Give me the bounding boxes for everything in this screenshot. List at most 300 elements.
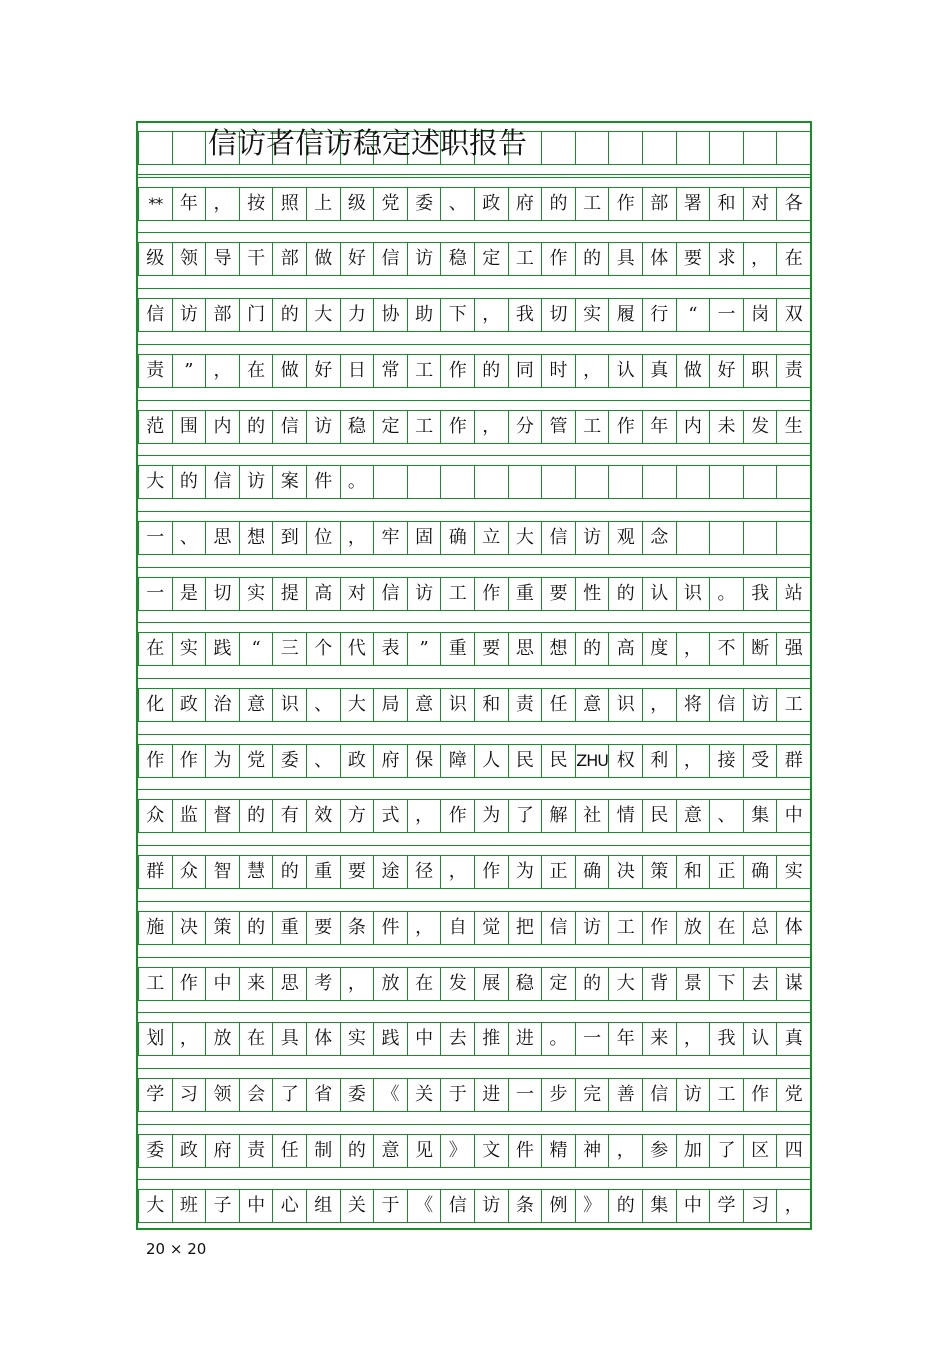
grid-cell: ** bbox=[138, 187, 173, 221]
grid-cell: 利 bbox=[642, 744, 677, 778]
grid-cell: 信 bbox=[373, 577, 408, 611]
grid-cell: 想 bbox=[541, 632, 576, 666]
grid-cell: 要 bbox=[474, 632, 509, 666]
grid-cell: 内 bbox=[205, 410, 240, 444]
grid-cell: ， bbox=[340, 967, 375, 1001]
grid-cell: 要 bbox=[676, 242, 711, 276]
text-row bbox=[138, 967, 810, 1001]
grid-cell: 府 bbox=[205, 1134, 240, 1168]
grid-cell: 案 bbox=[272, 465, 307, 499]
grid-cell: 和 bbox=[474, 688, 509, 722]
text-row bbox=[138, 577, 810, 611]
grid-cell bbox=[474, 465, 509, 499]
grid-cell bbox=[709, 521, 744, 555]
grid-cell: 党 bbox=[373, 187, 408, 221]
grid-cell: 提 bbox=[272, 577, 307, 611]
grid-cell: 的 bbox=[541, 187, 576, 221]
grid-cell: 工 bbox=[138, 967, 173, 1001]
grid-cell: 作 bbox=[474, 855, 509, 889]
grid-cell: 发 bbox=[440, 967, 475, 1001]
grid-cell: 工 bbox=[608, 911, 643, 945]
grid-cell: 一 bbox=[138, 577, 173, 611]
grid-cell: 下 bbox=[440, 298, 475, 332]
grid-cell bbox=[575, 131, 610, 165]
grid-cell: 作 bbox=[440, 410, 475, 444]
grid-cell: 识 bbox=[440, 688, 475, 722]
grid-cell bbox=[776, 131, 811, 165]
grid-cell: 作 bbox=[642, 911, 677, 945]
grid-cell: 信 bbox=[440, 1189, 475, 1223]
grid-cell: 善 bbox=[608, 1078, 643, 1112]
grid-cell: 切 bbox=[205, 577, 240, 611]
grid-cell: 在 bbox=[709, 911, 744, 945]
grid-cell: 解 bbox=[541, 799, 576, 833]
grid-cell: 工 bbox=[440, 577, 475, 611]
grid-cell: 访 bbox=[239, 465, 274, 499]
row-separator bbox=[138, 789, 810, 790]
grid-cell: 切 bbox=[541, 298, 576, 332]
grid-cell: 级 bbox=[340, 187, 375, 221]
grid-cell: 要 bbox=[541, 577, 576, 611]
grid-cell: 推 bbox=[474, 1022, 509, 1056]
grid-cell bbox=[508, 465, 543, 499]
grid-cell: 》 bbox=[575, 1189, 610, 1223]
grid-cell: 断 bbox=[743, 632, 778, 666]
grid-cell: 双 bbox=[776, 298, 811, 332]
grid-cell: 了 bbox=[272, 1078, 307, 1112]
grid-cell: 子 bbox=[205, 1189, 240, 1223]
grid-cell: 信 bbox=[709, 688, 744, 722]
grid-cell: 意 bbox=[239, 688, 274, 722]
grid-cell: 信 bbox=[138, 298, 173, 332]
grid-cell bbox=[541, 131, 576, 165]
grid-cell: 行 bbox=[642, 298, 677, 332]
grid-cell: 《 bbox=[373, 1078, 408, 1112]
grid-cell: 众 bbox=[172, 855, 207, 889]
text-row bbox=[138, 744, 810, 778]
grid-cell: 了 bbox=[709, 1134, 744, 1168]
grid-cell: 责 bbox=[508, 688, 543, 722]
grid-cell: 放 bbox=[205, 1022, 240, 1056]
grid-cell: 民 bbox=[642, 799, 677, 833]
grid-cell: 年 bbox=[172, 187, 207, 221]
grid-cell: 思 bbox=[205, 521, 240, 555]
grid-cell: 定 bbox=[541, 967, 576, 1001]
grid-cell: ， bbox=[340, 521, 375, 555]
grid-cell: 策 bbox=[205, 911, 240, 945]
grid-cell: 一 bbox=[508, 1078, 543, 1112]
grid-cell: 区 bbox=[743, 1134, 778, 1168]
grid-cell: 背 bbox=[642, 967, 677, 1001]
grid-cell: 智 bbox=[205, 855, 240, 889]
grid-cell: 府 bbox=[373, 744, 408, 778]
grid-cell: 在 bbox=[776, 242, 811, 276]
grid-cell: 对 bbox=[340, 577, 375, 611]
grid-cell: 念 bbox=[642, 521, 677, 555]
grid-cell: 和 bbox=[676, 855, 711, 889]
grid-cell: 助 bbox=[407, 298, 442, 332]
grid-cell: 个 bbox=[306, 632, 341, 666]
grid-cell: 人 bbox=[474, 744, 509, 778]
grid-cell: 责 bbox=[138, 354, 173, 388]
grid-cell: 学 bbox=[138, 1078, 173, 1112]
grid-cell: ， bbox=[575, 354, 610, 388]
grid-cell: “ bbox=[676, 298, 711, 332]
grid-cell: ， bbox=[676, 632, 711, 666]
grid-cell: 照 bbox=[272, 187, 307, 221]
grid-cell: 做 bbox=[272, 354, 307, 388]
grid-cell: ” bbox=[172, 354, 207, 388]
grid-cell: 景 bbox=[676, 967, 711, 1001]
grid-cell: 识 bbox=[608, 688, 643, 722]
grid-cell: 级 bbox=[138, 242, 173, 276]
grid-cell: 部 bbox=[272, 242, 307, 276]
grid-cell: 制 bbox=[306, 1134, 341, 1168]
grid-cell: 访 bbox=[575, 911, 610, 945]
grid-cell: 大 bbox=[306, 298, 341, 332]
grid-cell: 政 bbox=[340, 744, 375, 778]
grid-cell: 访 bbox=[474, 1189, 509, 1223]
grid-cell: 访 bbox=[407, 577, 442, 611]
grid-cell: 识 bbox=[272, 688, 307, 722]
grid-cell: 实 bbox=[172, 632, 207, 666]
grid-cell: 来 bbox=[642, 1022, 677, 1056]
grid-cell: 集 bbox=[642, 1189, 677, 1223]
grid-cell: 工 bbox=[407, 354, 442, 388]
grid-cell: 作 bbox=[474, 577, 509, 611]
grid-cell: 日 bbox=[340, 354, 375, 388]
grid-cell: 关 bbox=[340, 1189, 375, 1223]
grid-cell: ， bbox=[642, 688, 677, 722]
grid-cell: 重 bbox=[272, 911, 307, 945]
grid-cell: 体 bbox=[306, 1022, 341, 1056]
grid-cell: 思 bbox=[272, 967, 307, 1001]
grid-cell: ， bbox=[676, 1022, 711, 1056]
grid-cell: 中 bbox=[407, 1022, 442, 1056]
grid-cell: 做 bbox=[676, 354, 711, 388]
grid-cell: 方 bbox=[340, 799, 375, 833]
grid-cell: 生 bbox=[776, 410, 811, 444]
grid-cell: 于 bbox=[373, 1189, 408, 1223]
grid-cell: 导 bbox=[205, 242, 240, 276]
text-row bbox=[138, 1189, 810, 1223]
grid-cell: 实 bbox=[776, 855, 811, 889]
grid-cell: 省 bbox=[306, 1078, 341, 1112]
grid-cell: 岗 bbox=[743, 298, 778, 332]
grid-cell: 围 bbox=[172, 410, 207, 444]
grid-cell: 文 bbox=[474, 1134, 509, 1168]
grid-cell: 重 bbox=[508, 577, 543, 611]
grid-cell: 加 bbox=[676, 1134, 711, 1168]
grid-cell: 立 bbox=[474, 521, 509, 555]
grid-cell: 精 bbox=[541, 1134, 576, 1168]
row-separator bbox=[138, 845, 810, 846]
grid-cell: 的 bbox=[340, 1134, 375, 1168]
text-row bbox=[138, 632, 810, 666]
grid-cell: 访 bbox=[172, 298, 207, 332]
grid-cell: 学 bbox=[709, 1189, 744, 1223]
grid-cell: 社 bbox=[575, 799, 610, 833]
grid-cell: 固 bbox=[407, 521, 442, 555]
grid-cell: 督 bbox=[205, 799, 240, 833]
grid-cell: ， bbox=[407, 911, 442, 945]
grid-cell: 分 bbox=[508, 410, 543, 444]
grid-cell: 实 bbox=[239, 577, 274, 611]
grid-cell: 有 bbox=[272, 799, 307, 833]
grid-cell bbox=[172, 131, 207, 165]
grid-cell: 总 bbox=[743, 911, 778, 945]
grid-cell: 展 bbox=[474, 967, 509, 1001]
grid-cell: 我 bbox=[743, 577, 778, 611]
grid-cell: 的 bbox=[272, 855, 307, 889]
grid-cell: 大 bbox=[340, 688, 375, 722]
grid-cell: 按 bbox=[239, 187, 274, 221]
grid-cell: 一 bbox=[575, 1022, 610, 1056]
grid-cell: 进 bbox=[474, 1078, 509, 1112]
grid-cell: 认 bbox=[642, 577, 677, 611]
grid-cell: 做 bbox=[306, 242, 341, 276]
grid-cell: 信 bbox=[272, 410, 307, 444]
grid-cell: 各 bbox=[776, 187, 811, 221]
grid-cell: 下 bbox=[709, 967, 744, 1001]
row-separator bbox=[138, 901, 810, 902]
grid-cell: 信 bbox=[642, 1078, 677, 1112]
grid-cell: 式 bbox=[373, 799, 408, 833]
row-separator bbox=[138, 511, 810, 512]
row-separator bbox=[138, 400, 810, 401]
grid-cell: 的 bbox=[172, 465, 207, 499]
grid-cell: 领 bbox=[205, 1078, 240, 1112]
grid-cell: 我 bbox=[508, 298, 543, 332]
grid-cell: 去 bbox=[440, 1022, 475, 1056]
grid-cell: 径 bbox=[407, 855, 442, 889]
grid-cell: 好 bbox=[709, 354, 744, 388]
grid-cell: ZHU bbox=[575, 744, 610, 778]
grid-cell: 作 bbox=[743, 1078, 778, 1112]
grid-cell: 保 bbox=[407, 744, 442, 778]
grid-cell: 作 bbox=[138, 744, 173, 778]
grid-cell: 我 bbox=[709, 1022, 744, 1056]
grid-cell: 班 bbox=[172, 1189, 207, 1223]
grid-cell: 。 bbox=[340, 465, 375, 499]
grid-cell: 署 bbox=[676, 187, 711, 221]
grid-cell: 途 bbox=[373, 855, 408, 889]
grid-cell: 的 bbox=[239, 410, 274, 444]
grid-cell bbox=[138, 131, 173, 165]
grid-cell: 众 bbox=[138, 799, 173, 833]
grid-cell: 的 bbox=[608, 577, 643, 611]
grid-cell: 作 bbox=[608, 410, 643, 444]
row-separator bbox=[138, 232, 810, 233]
grid-cell: 来 bbox=[239, 967, 274, 1001]
grid-cell: 党 bbox=[239, 744, 274, 778]
grid-cell: 具 bbox=[608, 242, 643, 276]
grid-cell: 》 bbox=[440, 1134, 475, 1168]
grid-cell: 正 bbox=[709, 855, 744, 889]
grid-cell: 为 bbox=[205, 744, 240, 778]
grid-cell: ， bbox=[776, 1189, 811, 1223]
grid-cell: 了 bbox=[508, 799, 543, 833]
grid-cell: ， bbox=[205, 354, 240, 388]
grid-cell: 确 bbox=[575, 855, 610, 889]
grid-cell: 慧 bbox=[239, 855, 274, 889]
grid-cell: 实 bbox=[340, 1022, 375, 1056]
grid-cell: 位 bbox=[306, 521, 341, 555]
text-row bbox=[138, 688, 810, 722]
grid-cell: 觉 bbox=[474, 911, 509, 945]
grid-cell: 代 bbox=[340, 632, 375, 666]
grid-cell: 确 bbox=[743, 855, 778, 889]
grid-cell: 中 bbox=[205, 967, 240, 1001]
grid-cell: 领 bbox=[172, 242, 207, 276]
row-separator bbox=[138, 1012, 810, 1013]
grid-cell: 识 bbox=[676, 577, 711, 611]
grid-cell: 参 bbox=[642, 1134, 677, 1168]
grid-cell: 于 bbox=[440, 1078, 475, 1112]
grid-cell: 高 bbox=[306, 577, 341, 611]
grid-cell: 职 bbox=[743, 354, 778, 388]
row-separator bbox=[138, 1068, 810, 1069]
grid-cell: 管 bbox=[541, 410, 576, 444]
grid-cell: 权 bbox=[608, 744, 643, 778]
grid-cell: 监 bbox=[172, 799, 207, 833]
grid-cell: 重 bbox=[306, 855, 341, 889]
grid-cell: 访 bbox=[407, 242, 442, 276]
grid-cell: ” bbox=[407, 632, 442, 666]
grid-cell: 在 bbox=[138, 632, 173, 666]
grid-cell bbox=[575, 465, 610, 499]
grid-cell: 意 bbox=[373, 1134, 408, 1168]
grid-cell: 委 bbox=[138, 1134, 173, 1168]
grid-cell: ， bbox=[172, 1022, 207, 1056]
grid-cell: 履 bbox=[608, 298, 643, 332]
grid-cell: 工 bbox=[508, 242, 543, 276]
grid-cell: 部 bbox=[205, 298, 240, 332]
text-row bbox=[138, 298, 810, 332]
grid-cell: 受 bbox=[743, 744, 778, 778]
grid-cell: 时 bbox=[541, 354, 576, 388]
grid-cell: 党 bbox=[776, 1078, 811, 1112]
grid-cell: 的 bbox=[575, 242, 610, 276]
grid-cell: 谋 bbox=[776, 967, 811, 1001]
grid-cell: 访 bbox=[743, 688, 778, 722]
grid-cell: 《 bbox=[407, 1189, 442, 1223]
grid-cell: 好 bbox=[306, 354, 341, 388]
grid-cell: 稳 bbox=[340, 410, 375, 444]
grid-cell: 、 bbox=[709, 799, 744, 833]
grid-cell: 放 bbox=[373, 967, 408, 1001]
grid-cell: 决 bbox=[608, 855, 643, 889]
grid-cell: 践 bbox=[373, 1022, 408, 1056]
grid-cell: 的 bbox=[575, 967, 610, 1001]
grid-cell bbox=[676, 131, 711, 165]
grid-cell: 确 bbox=[440, 521, 475, 555]
grid-cell: 不 bbox=[709, 632, 744, 666]
grid-cell: 责 bbox=[239, 1134, 274, 1168]
row-separator bbox=[138, 288, 810, 289]
grid-cell: 为 bbox=[508, 855, 543, 889]
grid-cell: 政 bbox=[172, 1134, 207, 1168]
grid-cell: 件 bbox=[508, 1134, 543, 1168]
grid-cell: 。 bbox=[709, 577, 744, 611]
grid-cell: ， bbox=[474, 298, 509, 332]
grid-cell: 习 bbox=[172, 1078, 207, 1112]
grid-cell: 实 bbox=[575, 298, 610, 332]
grid-cell: 观 bbox=[608, 521, 643, 555]
grid-cell: ， bbox=[407, 799, 442, 833]
row-separator bbox=[138, 957, 810, 958]
grid-cell bbox=[743, 465, 778, 499]
text-row bbox=[138, 187, 810, 221]
grid-cell: 政 bbox=[474, 187, 509, 221]
grid-cell: 意 bbox=[676, 799, 711, 833]
grid-cell bbox=[676, 521, 711, 555]
grid-cell: 重 bbox=[440, 632, 475, 666]
row-separator bbox=[138, 678, 810, 679]
grid-cell: 大 bbox=[608, 967, 643, 1001]
grid-cell bbox=[776, 521, 811, 555]
row-separator bbox=[138, 177, 810, 178]
grid-cell: 工 bbox=[709, 1078, 744, 1112]
grid-cell: 在 bbox=[407, 967, 442, 1001]
grid-cell: 协 bbox=[373, 298, 408, 332]
grid-cell: 习 bbox=[743, 1189, 778, 1223]
grid-cell: 任 bbox=[272, 1134, 307, 1168]
grid-cell: 作 bbox=[172, 744, 207, 778]
grid-cell: 正 bbox=[541, 855, 576, 889]
grid-cell: 工 bbox=[407, 410, 442, 444]
grid-cell: 同 bbox=[508, 354, 543, 388]
text-row bbox=[138, 799, 810, 833]
grid-cell: 中 bbox=[776, 799, 811, 833]
grid-cell: 例 bbox=[541, 1189, 576, 1223]
grid-cell: 践 bbox=[205, 632, 240, 666]
grid-cell: 的 bbox=[272, 298, 307, 332]
grid-cell: 大 bbox=[138, 465, 173, 499]
grid-cell: 意 bbox=[407, 688, 442, 722]
grid-cell: 作 bbox=[440, 354, 475, 388]
grid-cell: 的 bbox=[575, 632, 610, 666]
grid-cell: 工 bbox=[776, 688, 811, 722]
grid-cell: 作 bbox=[608, 187, 643, 221]
grid-cell: 想 bbox=[239, 521, 274, 555]
grid-cell: 策 bbox=[642, 855, 677, 889]
grid-cell: 定 bbox=[373, 410, 408, 444]
grid-cell: 大 bbox=[508, 521, 543, 555]
grid-cell: 责 bbox=[776, 354, 811, 388]
grid-cell: 障 bbox=[440, 744, 475, 778]
grid-cell: ， bbox=[440, 855, 475, 889]
grid-cell: 是 bbox=[172, 577, 207, 611]
grid-cell: 政 bbox=[172, 688, 207, 722]
grid-cell: 意 bbox=[575, 688, 610, 722]
grid-cell: ， bbox=[205, 187, 240, 221]
grid-cell: 好 bbox=[340, 242, 375, 276]
grid-cell: 将 bbox=[676, 688, 711, 722]
grid-cell: 心 bbox=[272, 1189, 307, 1223]
grid-cell: 大 bbox=[138, 1189, 173, 1223]
grid-cell: 稳 bbox=[440, 242, 475, 276]
grid-cell bbox=[709, 131, 744, 165]
grid-cell: 干 bbox=[239, 242, 274, 276]
grid-cell: 作 bbox=[172, 967, 207, 1001]
grid-cell bbox=[743, 131, 778, 165]
grid-cell: 求 bbox=[709, 242, 744, 276]
text-row bbox=[138, 911, 810, 945]
grid-cell: 化 bbox=[138, 688, 173, 722]
grid-cell: 站 bbox=[776, 577, 811, 611]
grid-cell: 力 bbox=[340, 298, 375, 332]
